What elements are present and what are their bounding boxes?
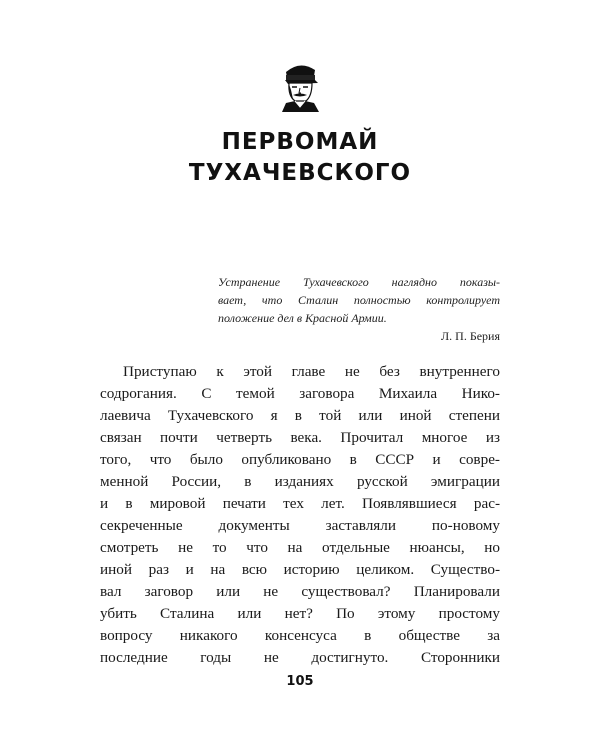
- epigraph-author: Л. П. Берия: [441, 329, 500, 343]
- body-text-line: последние годы не достигнуто. Сторонники: [100, 649, 500, 666]
- body-text-line: секреченные документы заставляли по-новому: [100, 517, 500, 534]
- chapter-title-line-1: ПЕРВОМАЙ: [221, 129, 379, 155]
- body-text-line: лаевича Тухачевского я в той или иной степени: [100, 407, 500, 424]
- body-text-line: вопросу никакого консенсуса в обществе за: [100, 627, 500, 644]
- epigraph-line: положение дел в Красной Армии.: [218, 311, 387, 325]
- epigraph-line: Устранение Тухачевского наглядно показы-: [218, 275, 500, 289]
- body-text-line: того, что было опубликовано в СССР и совре-: [100, 451, 500, 468]
- chapter-title-line-2: ТУХАЧЕВСКОГО: [188, 160, 412, 186]
- body-text-line: вал заговор или не существовал? Планировали: [100, 583, 500, 600]
- body-text-line: менной России, в изданиях русской эмиграции: [100, 473, 500, 490]
- body-text-line: и в мировой печати тех лет. Появлявшиеся рас-: [100, 495, 500, 512]
- epigraph-line: вает, что Сталин полностью контролирует: [218, 293, 500, 307]
- portrait-icon: [278, 58, 322, 112]
- body-text-line: Приступаю к этой главе не без внутреннего: [123, 363, 500, 380]
- page-number: 105: [286, 674, 314, 689]
- body-text-line: смотреть не то что на отдельные нюансы, но: [100, 539, 500, 556]
- body-text-line: иной раз и на всю историю целиком. Существо-: [100, 561, 500, 578]
- body-text-line: связан почти четверть века. Прочитал многое из: [100, 429, 500, 446]
- body-text-line: убить Сталина или нет? По этому простому: [100, 605, 500, 622]
- body-text-line: содрогания. С темой заговора Михаила Нико-: [100, 385, 500, 402]
